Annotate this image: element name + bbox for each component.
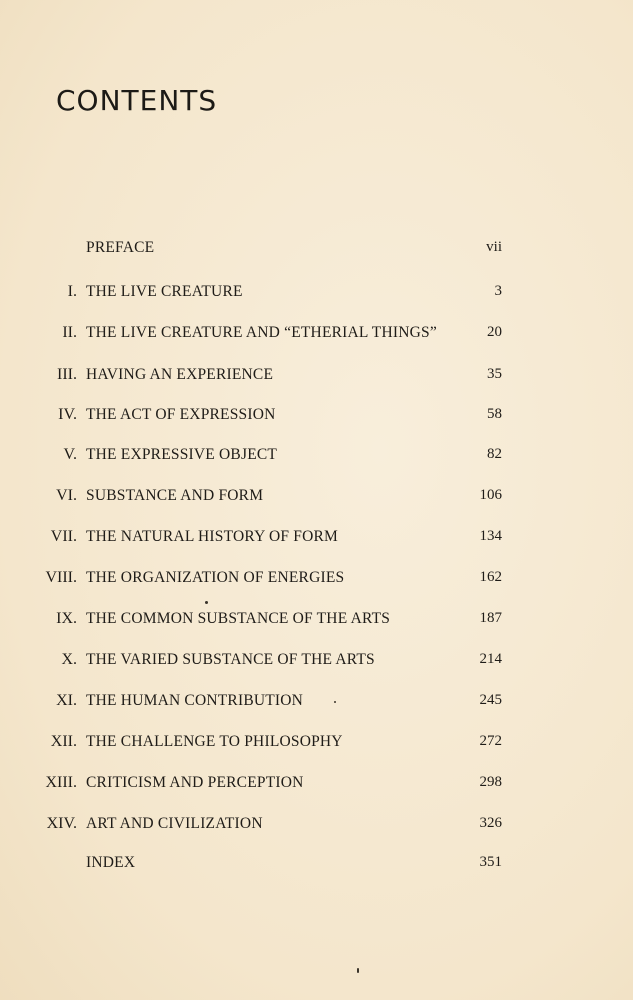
chapter-number: II. <box>62 324 77 341</box>
chapter-title: THE CHALLENGE TO PHILOSOPHY <box>86 733 343 750</box>
page-number: 134 <box>479 528 502 544</box>
chapter-number: IX. <box>56 610 77 627</box>
page-number: 351 <box>479 854 502 870</box>
page-number: 106 <box>479 487 502 503</box>
chapter-number: V. <box>63 446 77 463</box>
toc-entry <box>0 692 633 716</box>
chapter-title: CRITICISM AND PERCEPTION <box>86 774 304 791</box>
ink-speck <box>357 968 359 973</box>
chapter-number: III. <box>57 366 77 383</box>
chapter-title: ART AND CIVILIZATION <box>86 815 263 832</box>
toc-entry <box>0 733 633 757</box>
page-number: 245 <box>479 692 502 708</box>
chapter-title: THE ACT OF EXPRESSION <box>86 406 276 423</box>
toc-entry <box>0 446 633 470</box>
page-number: vii <box>486 239 502 255</box>
chapter-title: THE ORGANIZATION OF ENERGIES <box>86 569 345 586</box>
toc-entry <box>0 239 633 263</box>
chapter-number: VI. <box>56 487 77 504</box>
toc-entry <box>0 406 633 430</box>
chapter-title: THE VARIED SUBSTANCE OF THE ARTS <box>86 651 375 668</box>
chapter-title: THE EXPRESSIVE OBJECT <box>86 446 278 463</box>
chapter-number: I. <box>67 283 77 300</box>
page-number: 20 <box>487 324 502 340</box>
toc-entry <box>0 569 633 593</box>
page-number: 214 <box>479 651 502 667</box>
page-number: 272 <box>479 733 502 749</box>
toc-entry <box>0 774 633 798</box>
ink-speck <box>334 701 336 703</box>
page-number: 82 <box>487 446 502 462</box>
chapter-title: HAVING AN EXPERIENCE <box>86 366 274 383</box>
chapter-number: VII. <box>50 528 77 545</box>
chapter-title: THE COMMON SUBSTANCE OF THE ARTS <box>86 610 391 627</box>
page-number: 3 <box>494 283 502 299</box>
page-number: 58 <box>487 406 502 422</box>
chapter-number: XIII. <box>45 774 77 791</box>
chapter-number: VIII. <box>45 569 77 586</box>
toc-entry <box>0 528 633 552</box>
chapter-title: THE LIVE CREATURE <box>86 283 243 300</box>
page-number: 326 <box>479 815 502 831</box>
chapter-number: IV. <box>58 406 77 423</box>
toc-entry <box>0 815 633 839</box>
chapter-title: SUBSTANCE AND FORM <box>86 487 264 504</box>
chapter-title: INDEX <box>86 854 136 871</box>
chapter-number: X. <box>61 651 77 668</box>
toc-entry <box>0 854 633 878</box>
page-number: 35 <box>487 366 502 382</box>
page-number: 298 <box>479 774 502 790</box>
chapter-title: THE LIVE CREATURE AND “ETHERIAL THINGS” <box>86 324 437 341</box>
chapter-title: THE HUMAN CONTRIBUTION <box>86 692 304 709</box>
chapter-title: THE NATURAL HISTORY OF FORM <box>86 528 338 545</box>
toc-entry <box>0 651 633 675</box>
page-number: 187 <box>479 610 502 626</box>
page-number: 162 <box>479 569 502 585</box>
chapter-number: XIV. <box>46 815 77 832</box>
chapter-number: XI. <box>56 692 77 709</box>
chapter-number: XII. <box>50 733 77 750</box>
toc-entry <box>0 283 633 307</box>
toc-entry <box>0 487 633 511</box>
page-title: CONTENTS <box>56 84 218 117</box>
toc-entry <box>0 366 633 390</box>
toc-entry <box>0 610 633 634</box>
chapter-title: PREFACE <box>86 239 155 256</box>
ink-speck <box>205 601 208 604</box>
toc-entry <box>0 324 633 348</box>
